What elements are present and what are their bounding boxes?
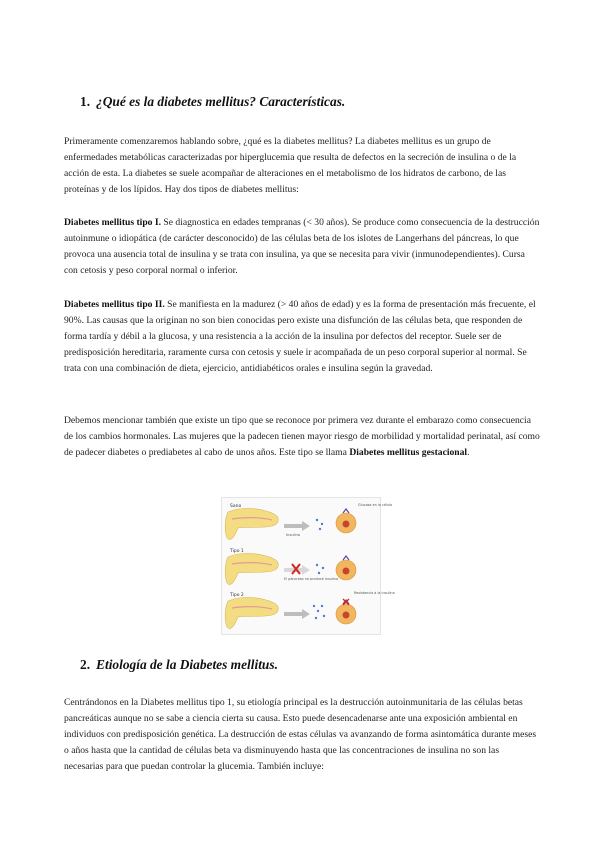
gestational-text: Debemos mencionar también que existe un tipo que se reconoce por primera vez durante el embarazo como consecuencia de los cambios hormonales. Las mujeres que la padecen tienen mayor riesgo de morbilidad y mortalidad perinatal, así como de padecer diabetes o prediabetes al cabo de unos años. Este tipo se llama (64, 415, 540, 459)
row2-label: Tipo 1 (230, 549, 244, 554)
type2-text: Se manifiesta en la madurez (> 40 años de edad) y es la forma de presentación más frecuente, el 90%. Las causas que la originan no son bien conocidas pero existe una disfunción de las células beta, que responden de forma tardía y débil a la glucosa, y una resistencia a la acción de la insulina por defectos del receptor. Suele ser de predisposición hereditaria, raramente cursa con cetosis y suele ir acompañada de un peso corporal superior al normal. Se trata con una combinación de dieta, ejercicio, antidiabéticos orales e insulina según la gravedad. (64, 299, 536, 375)
gestational-paragraph (64, 413, 540, 461)
intro-paragraph: Primeramente comenzaremos hablando sobre, ¿qué es la diabetes mellitus? La diabetes mellitus es un grupo de enfermedades metabólicas caracterizadas por hiperglucemia que resulta de defectos en la secreción de insulina o de la acción de esta. La diabetes se suele acompañar de alteraciones en el metabolismo de los hidratos de carbono, de las proteínas y de los lípidos. Hay dos tipos de diabetes mellitus: (64, 136, 517, 196)
receptor-2 (343, 556, 349, 560)
glucose-dot (319, 528, 321, 530)
arrow-1 (284, 521, 310, 531)
arrow1-label: Insulina (286, 533, 300, 537)
section-2-title: Etiología de la Diabetes mellitus. (96, 657, 278, 672)
glucose-dot (316, 519, 318, 521)
type1-text: Se diagnostica en edades tempranas (< 30 años). Se produce como consecuencia de la destrucción autoinmune o idiopática (de carácter desconocido) de las células beta de los islotes de Langerhans del páncreas, lo que provoca una ausencia total de insulina y se trata con insulina, ya que se necesita para vivir (inmunodependientes). Cursa con cetosis y peso corporal normal o inferior. (64, 217, 540, 277)
section-1-number: 1. (80, 94, 91, 109)
row3-label: Tipo 2 (230, 593, 244, 598)
section-2-heading (80, 657, 278, 673)
glucose-dot (323, 615, 325, 617)
glucose-dot (321, 605, 323, 607)
type1-paragraph (64, 215, 540, 279)
section-1-heading (80, 94, 345, 110)
gestational-label: Diabetes mellitus gestacional (349, 447, 468, 459)
glucose-dot (318, 572, 320, 574)
pancreas-1 (225, 508, 278, 539)
type2-paragraph (64, 297, 540, 377)
arrow-3 (284, 609, 310, 619)
row2-text: El páncreas no produce insulina (284, 577, 339, 581)
receptor-1 (343, 509, 349, 513)
glucose-dot (321, 523, 323, 525)
glucose-dot (313, 605, 315, 607)
nucleus-3 (343, 612, 350, 619)
type2-label: Diabetes mellitus tipo II. (64, 299, 165, 310)
diabetes-diagram (222, 498, 395, 634)
nucleus-1 (343, 521, 350, 528)
nucleus-2 (343, 568, 350, 575)
gestational-end: . (467, 447, 470, 459)
etiology-paragraph: Centrándonos en la Diabetes mellitus tipo 1, su etiología principal es la destrucción autoinmunitaria de las células betas pancreáticas aunque no se sabe a ciencia cierta su causa. Esto puede desencadenarse ante una exposición ambiental en individuos con predisposición genética. La destrucción de estas células va avanzando de forma asintomática durante meses o años hasta que la cantidad de células beta va disminuyendo hasta que las concentraciones de insulina no son las necesarias para que puedan controlar la glucemia. También incluye: (64, 697, 537, 773)
section-1-title: ¿Qué es la diabetes mellitus? Características. (96, 94, 346, 109)
glucose-dot (322, 567, 324, 569)
glucose-dot (315, 617, 317, 619)
section-2-number: 2. (80, 657, 91, 672)
glucose-dot (316, 564, 318, 566)
type1-label: Diabetes mellitus tipo I. (64, 217, 162, 228)
pancreas-2 (225, 553, 278, 584)
diabetes-types-figure (221, 497, 395, 635)
row1-label: Sano (230, 504, 242, 509)
cell3-label: Resistencia a la insulina (354, 591, 395, 595)
pancreas-3 (225, 597, 278, 628)
cell1-label: Glucosa en la célula (358, 503, 393, 507)
glucose-dot (317, 610, 319, 612)
